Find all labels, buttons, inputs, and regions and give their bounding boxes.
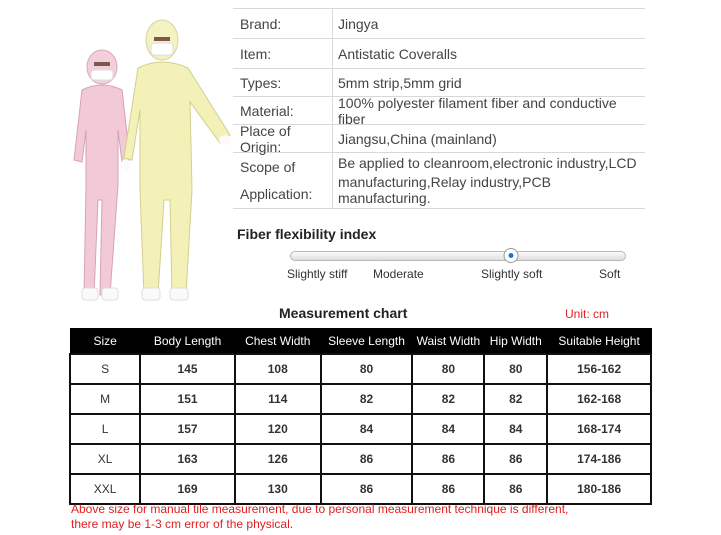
table-cell: 86 [484, 444, 547, 474]
spec-value: Antistatic Coveralls [338, 45, 458, 62]
table-cell: 156-162 [547, 354, 651, 384]
table-row [70, 444, 651, 474]
measurement-table-body [70, 354, 651, 504]
spec-row-types [233, 69, 645, 97]
spec-key [233, 153, 333, 208]
flexibility-label: Soft [599, 267, 621, 281]
flexibility-slider-knob [504, 248, 519, 263]
spec-value-line: manufacturing,Relay industry,PCB manufacturing. [338, 174, 551, 207]
measurement-unit: Unit: cm [565, 307, 610, 321]
table-row [70, 474, 651, 504]
table-cell: 162-168 [547, 384, 651, 414]
spec-value-line: Be applied to cleanroom,electronic industry,LCD [338, 154, 637, 171]
spec-row-material [233, 94, 645, 127]
table-cell: 114 [235, 384, 321, 414]
table-cell: 168-174 [547, 414, 651, 444]
column-header: Size [70, 329, 140, 354]
table-cell: 120 [235, 414, 321, 444]
product-photo [60, 10, 240, 310]
pink-coverall-figure [74, 50, 131, 300]
table-cell: 145 [140, 354, 235, 384]
measurement-title: Measurement chart [279, 305, 408, 321]
spec-value [333, 153, 645, 208]
spec-row-origin [233, 122, 645, 155]
table-row [70, 414, 651, 444]
table-cell: 84 [412, 414, 484, 444]
spec-value: Jingya [338, 15, 379, 32]
spec-value: Jiangsu,China (mainland) [338, 130, 497, 147]
size-cell: XL [70, 444, 140, 474]
size-cell: S [70, 354, 140, 384]
spec-value: 5mm strip,5mm grid [338, 74, 462, 91]
spec-key: Place of Origin: [233, 125, 333, 152]
column-header: Chest Width [235, 329, 321, 354]
table-cell: 151 [140, 384, 235, 414]
table-cell: 84 [484, 414, 547, 444]
table-cell: 163 [140, 444, 235, 474]
table-cell: 82 [484, 384, 547, 414]
spec-key-line: Scope of [240, 158, 296, 175]
table-cell: 86 [412, 474, 484, 504]
table-cell: 86 [321, 444, 413, 474]
measurement-table [69, 328, 652, 505]
table-cell: 86 [484, 474, 547, 504]
table-cell: 84 [321, 414, 413, 444]
spec-row-scope [233, 153, 645, 209]
table-cell: 157 [140, 414, 235, 444]
size-cell: M [70, 384, 140, 414]
spec-key-line: Application: [240, 186, 313, 203]
spec-row-item [233, 39, 645, 69]
spec-key: Types: [233, 69, 333, 96]
spec-value: 100% polyester filament fiber and conductive fiber [338, 94, 617, 127]
flexibility-label: Slightly stiff [287, 267, 348, 281]
spec-row-brand [233, 9, 645, 39]
size-cell: XXL [70, 474, 140, 504]
table-cell: 82 [321, 384, 413, 414]
table-cell: 80 [321, 354, 413, 384]
spec-table [233, 8, 645, 209]
spec-key: Brand: [233, 9, 333, 38]
table-cell: 126 [235, 444, 321, 474]
measurement-note [71, 502, 591, 532]
table-cell: 80 [412, 354, 484, 384]
table-row [70, 354, 651, 384]
column-header: Suitable Height [547, 329, 651, 354]
table-cell: 180-186 [547, 474, 651, 504]
table-row [70, 384, 651, 414]
table-cell: 86 [412, 444, 484, 474]
column-header: Waist Width [412, 329, 484, 354]
flexibility-slider-track [290, 251, 626, 261]
column-header: Body Length [140, 329, 235, 354]
table-header-row [70, 329, 651, 354]
table-cell: 86 [321, 474, 413, 504]
flexibility-title: Fiber flexibility index [237, 226, 377, 242]
table-cell: 169 [140, 474, 235, 504]
column-header: Sleeve Length [321, 329, 413, 354]
spec-key: Item: [233, 39, 333, 68]
spec-key: Material: [233, 97, 333, 124]
yellow-coverall-figure [124, 20, 231, 300]
column-header: Hip Width [484, 329, 547, 354]
flexibility-label: Slightly soft [481, 267, 543, 281]
table-cell: 130 [235, 474, 321, 504]
table-cell: 80 [484, 354, 547, 384]
note-line: there may be 1-3 cm error of the physical. [71, 517, 294, 531]
table-cell: 108 [235, 354, 321, 384]
table-cell: 82 [412, 384, 484, 414]
flexibility-label: Moderate [373, 267, 424, 281]
note-line: Above size for manual tile measurement, due to personal measurement technique is different, [71, 502, 569, 516]
size-cell: L [70, 414, 140, 444]
table-cell: 174-186 [547, 444, 651, 474]
